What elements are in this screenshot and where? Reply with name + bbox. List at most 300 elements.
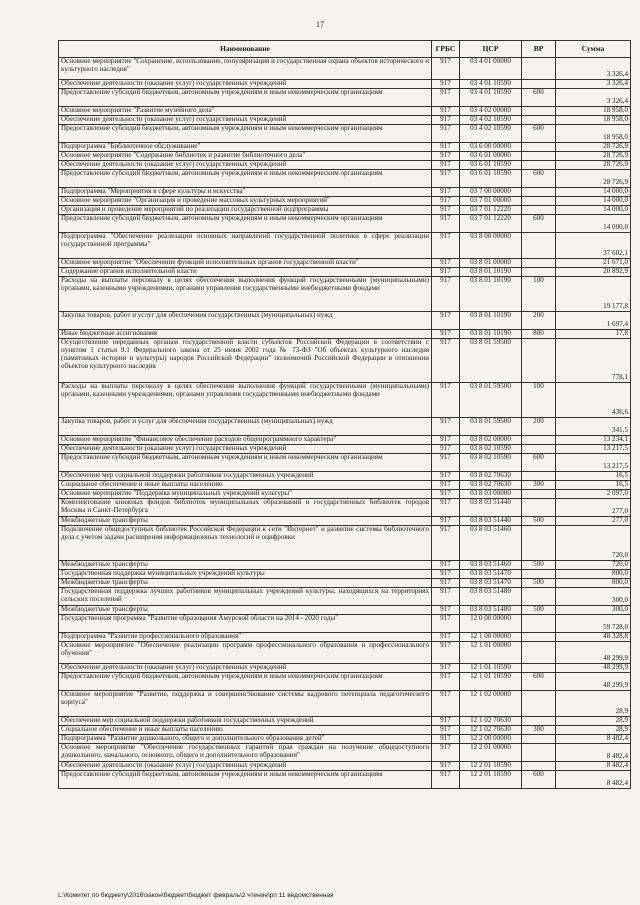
row-sum: 48 299,9	[556, 642, 631, 664]
row-name: Основное мероприятие "Развитие, поддержка и совершенствование системы кадрового потенциала педагогического корпуса"	[59, 691, 432, 717]
row-name: Подпрограмма "Развитие дошкольного, общего и дополнительного образования детей"	[59, 735, 432, 744]
row-grbs: 917	[432, 771, 460, 789]
row-vr	[522, 58, 556, 80]
row-csr: 03 8 01 59500	[460, 383, 522, 418]
row-sum: 28 726,9	[556, 152, 631, 161]
row-grbs: 917	[432, 633, 460, 642]
row-name: Закупка товаров, работ и услуг для обеспечения государственных (муниципальных) нужд	[59, 418, 432, 436]
table-row	[59, 259, 631, 268]
row-name: Социальное обеспечение и иные выплаты населению	[59, 726, 432, 735]
row-name: Основное мероприятие "Организация и проведение массовых культурных мероприятий"	[59, 197, 432, 206]
row-vr	[522, 206, 556, 215]
row-name: Подпрограмма "Развитие профессионального образования"	[59, 633, 432, 642]
page-number: 17	[316, 20, 324, 29]
header-vr: ВР	[522, 41, 556, 58]
row-vr	[522, 116, 556, 125]
row-vr: 600	[522, 89, 556, 107]
table-row	[59, 517, 631, 526]
row-grbs: 917	[432, 481, 460, 490]
row-sum: 14 000,0	[556, 188, 631, 197]
row-name: Основное мероприятие "Обеспечение реализации программ профессионального образования и профессионального обучения"	[59, 642, 432, 664]
row-sum: 277,0	[556, 517, 631, 526]
row-grbs: 917	[432, 277, 460, 312]
row-sum: 800,0	[556, 579, 631, 588]
row-csr: 03 8 03 51470	[460, 570, 522, 579]
table-row	[59, 116, 631, 125]
table-row	[59, 152, 631, 161]
row-grbs: 917	[432, 561, 460, 570]
row-vr: 600	[522, 771, 556, 789]
row-sum: 720,0	[556, 526, 631, 561]
table-row	[59, 691, 631, 717]
table-row	[59, 107, 631, 116]
row-vr	[522, 588, 556, 606]
row-sum: 28 726,9	[556, 143, 631, 152]
row-name: Межбюджетные трансферты	[59, 579, 432, 588]
row-name: Основное мероприятие "Поддержка муниципальных учреждений культуры"	[59, 490, 432, 499]
row-name: Предоставление субсидий бюджетным, автономным учреждениям и иным некоммерческим организациям	[59, 89, 432, 107]
row-grbs: 917	[432, 188, 460, 197]
row-sum: 19 177,8	[556, 277, 631, 312]
table-row	[59, 771, 631, 789]
row-grbs: 917	[432, 691, 460, 717]
row-sum: 17,8	[556, 330, 631, 339]
row-sum: 778,1	[556, 339, 631, 383]
row-sum: 13 217,5	[556, 454, 631, 472]
row-name: Организация и проведение мероприятий по реализации государственной подпрограммы	[59, 206, 432, 215]
row-vr: 500	[522, 606, 556, 615]
row-vr	[522, 691, 556, 717]
row-sum: 14 000,0	[556, 197, 631, 206]
table-row	[59, 277, 631, 312]
row-sum: 13 234,1	[556, 436, 631, 445]
row-grbs: 917	[432, 80, 460, 89]
row-csr: 03 6 01 00000	[460, 152, 522, 161]
row-csr: 12 0 00 00000	[460, 615, 522, 633]
row-sum: 28 726,9	[556, 170, 631, 188]
row-name: Обеспечение деятельности (оказание услуг) государственных учреждений	[59, 445, 432, 454]
row-sum: 800,0	[556, 570, 631, 579]
table-row	[59, 579, 631, 588]
row-csr: 03 8 03 00000	[460, 490, 522, 499]
row-vr	[522, 233, 556, 259]
row-name: Обеспечение деятельности (оказание услуг) государственных учреждений	[59, 762, 432, 771]
row-sum: 18 958,0	[556, 116, 631, 125]
row-grbs: 917	[432, 339, 460, 383]
row-sum: 300,0	[556, 588, 631, 606]
row-vr	[522, 339, 556, 383]
row-csr: 12 2 00 00000	[460, 735, 522, 744]
row-csr: 03 7 01 12220	[460, 215, 522, 233]
row-sum: 28,9	[556, 726, 631, 735]
row-csr: 03 4 02 00000	[460, 107, 522, 116]
row-csr: 03 8 03 51440	[460, 517, 522, 526]
row-name: Подключение общедоступных библиотек Российской Федерации к сети "Интернет" и развитие системы библиотечного дела с учетом задачи расширения информационных технологий и оцифровки	[59, 526, 432, 561]
table-row	[59, 673, 631, 691]
row-grbs: 917	[432, 107, 460, 116]
table-row	[59, 726, 631, 735]
table-row	[59, 606, 631, 615]
table-row	[59, 588, 631, 606]
row-vr: 200	[522, 418, 556, 436]
header-csr: ЦСР	[460, 41, 522, 58]
table-row	[59, 125, 631, 143]
row-vr: 100	[522, 383, 556, 418]
row-name: Содержание органов исполнительной власти	[59, 268, 432, 277]
table-row	[59, 89, 631, 107]
row-grbs: 917	[432, 517, 460, 526]
row-grbs: 917	[432, 143, 460, 152]
row-sum: 300,0	[556, 606, 631, 615]
table-row	[59, 664, 631, 673]
row-csr: 03 8 03 51480	[460, 588, 522, 606]
row-vr	[522, 143, 556, 152]
row-name: Осуществление переданных органам государственной власти субъектов Российской Федерации в соответствии с пунктом 1 статьи 9.1 Федерального закона от 25 июня 2002 года № 73-ФЗ "Об объектах культурного наследия (памятниках истории и культуры) народов Российской Федерации" полномочий Российской Федерации в отношении объектов культурного наследия	[59, 339, 432, 383]
row-vr	[522, 499, 556, 517]
row-csr: 12 2 01 10590	[460, 771, 522, 789]
row-csr: 03 8 02 10590	[460, 445, 522, 454]
row-csr: 03 4 01 00000	[460, 58, 522, 80]
row-grbs: 917	[432, 717, 460, 726]
row-vr	[522, 80, 556, 89]
row-grbs: 917	[432, 206, 460, 215]
table-row	[59, 735, 631, 744]
row-grbs: 917	[432, 762, 460, 771]
table-row	[59, 454, 631, 472]
row-grbs: 917	[432, 268, 460, 277]
row-csr: 03 6 01 10590	[460, 170, 522, 188]
row-vr	[522, 735, 556, 744]
table-row	[59, 143, 631, 152]
row-csr: 03 4 01 10590	[460, 80, 522, 89]
row-csr: 03 7 01 12220	[460, 206, 522, 215]
row-name: Основное мероприятие "Развитие музейного дела"	[59, 107, 432, 116]
row-grbs: 917	[432, 259, 460, 268]
row-vr: 600	[522, 673, 556, 691]
row-grbs: 917	[432, 445, 460, 454]
row-grbs: 917	[432, 215, 460, 233]
row-csr: 03 4 02 10590	[460, 116, 522, 125]
row-grbs: 917	[432, 664, 460, 673]
row-csr: 03 8 01 10190	[460, 312, 522, 330]
row-grbs: 917	[432, 170, 460, 188]
row-name: Предоставление субсидий бюджетным, автономным учреждениям и иным некоммерческим организациям	[59, 215, 432, 233]
row-name: Подпрограмма "Обеспечение реализации основных направлений государственной политики в сфере реализации государственной программы"	[59, 233, 432, 259]
row-csr: 03 7 00 00000	[460, 188, 522, 197]
row-vr: 800	[522, 330, 556, 339]
row-vr: 100	[522, 277, 556, 312]
row-name: Обеспечение деятельности (оказание услуг) государственных учреждений	[59, 161, 432, 170]
row-csr: 03 4 01 10590	[460, 89, 522, 107]
row-sum: 341,5	[556, 418, 631, 436]
row-csr: 12 1 00 00000	[460, 633, 522, 642]
row-csr: 03 8 03 51470	[460, 579, 522, 588]
row-csr: 12 2 01 10590	[460, 762, 522, 771]
row-vr: 600	[522, 125, 556, 143]
row-csr: 03 8 01 59500	[460, 339, 522, 383]
row-csr: 03 8 01 59500	[460, 418, 522, 436]
row-vr	[522, 436, 556, 445]
row-csr: 03 8 01 00000	[460, 259, 522, 268]
row-name: Основное мероприятие "Обеспечение государственных гарантий прав граждан на получение общедоступного дошкольного, начального, основного, общего и дополнительного образования"	[59, 744, 432, 762]
row-sum: 16,5	[556, 472, 631, 481]
row-name: Основное мероприятие "Обеспечение функций исполнительных органов государственной власти"	[59, 259, 432, 268]
row-name: Основное мероприятие "Финансовое обеспечение расходов общепрограммного характера"	[59, 436, 432, 445]
table-row	[59, 170, 631, 188]
row-csr: 12 1 02 00000	[460, 691, 522, 717]
row-grbs: 917	[432, 89, 460, 107]
table-row	[59, 206, 631, 215]
row-csr: 03 8 03 51460	[460, 561, 522, 570]
row-name: Обеспечение мер социальной поддержки работников государственных учреждений	[59, 717, 432, 726]
row-csr: 03 8 02 70630	[460, 481, 522, 490]
row-vr	[522, 445, 556, 454]
row-sum: 21 671,0	[556, 259, 631, 268]
row-grbs: 917	[432, 570, 460, 579]
row-vr: 500	[522, 579, 556, 588]
row-name: Обеспечение деятельности (оказание услуг) государственных учреждений	[59, 664, 432, 673]
table-row	[59, 268, 631, 277]
table-row	[59, 717, 631, 726]
row-vr	[522, 664, 556, 673]
row-sum: 59 728,0	[556, 615, 631, 633]
table-row	[59, 330, 631, 339]
row-csr: 03 8 02 10590	[460, 454, 522, 472]
table-row	[59, 570, 631, 579]
row-grbs: 917	[432, 615, 460, 633]
table-row	[59, 197, 631, 206]
row-csr: 12 1 01 10590	[460, 673, 522, 691]
table-row	[59, 615, 631, 633]
table-row	[59, 762, 631, 771]
table-row	[59, 188, 631, 197]
header-name: Наименование	[59, 41, 432, 58]
row-name: Основное мероприятие "Сохранение, использование, популяризация и государственная охрана объектов исторического и культурного наследия"	[59, 58, 432, 80]
row-sum: 48 328,8	[556, 633, 631, 642]
row-csr: 03 8 00 00000	[460, 233, 522, 259]
row-grbs: 917	[432, 499, 460, 517]
row-name: Комплектование книжных фондов библиотек муниципальных образований и государственных библиотек городов Москвы и Санкт-Петербурга	[59, 499, 432, 517]
row-name: Предоставление субсидий бюджетным, автономным учреждениям и иным некоммерческим организациям	[59, 673, 432, 691]
row-vr	[522, 762, 556, 771]
row-vr: 300	[522, 726, 556, 735]
row-grbs: 917	[432, 735, 460, 744]
row-sum: 2 097,0	[556, 490, 631, 499]
row-csr: 12 1 01 10590	[460, 664, 522, 673]
table-row	[59, 383, 631, 418]
row-csr: 03 8 01 10190	[460, 277, 522, 312]
row-name: Закупка товаров, работ и услуг для обеспечения государственных (муниципальных) нужд	[59, 312, 432, 330]
row-csr: 12 1 02 70630	[460, 717, 522, 726]
row-sum: 13 217,5	[556, 445, 631, 454]
row-grbs: 917	[432, 642, 460, 664]
row-sum: 3 326,4	[556, 80, 631, 89]
table-row	[59, 312, 631, 330]
row-sum: 3 326,4	[556, 58, 631, 80]
header-sum: Сумма	[556, 41, 631, 58]
row-name: Государственная поддержка муниципальных учреждений культуры	[59, 570, 432, 579]
table-row	[59, 58, 631, 80]
row-sum: 14 000,0	[556, 206, 631, 215]
table-row	[59, 418, 631, 436]
row-sum: 20 892,9	[556, 268, 631, 277]
row-sum: 8 482,4	[556, 735, 631, 744]
row-csr: 12 2 01 00000	[460, 744, 522, 762]
row-sum: 277,0	[556, 499, 631, 517]
row-name: Расходы на выплаты персоналу в целях обеспечения выполнения функций государственными (муниципальными) органами, казенными учреждениями, органами управления государственными внебюджетными фондами	[59, 383, 432, 418]
row-vr: 500	[522, 517, 556, 526]
table-row	[59, 481, 631, 490]
row-sum: 48 299,9	[556, 673, 631, 691]
row-vr	[522, 259, 556, 268]
table-row	[59, 445, 631, 454]
row-vr	[522, 642, 556, 664]
row-name: Обеспечение мер социальной поддержки работников государственных учреждений	[59, 472, 432, 481]
row-vr	[522, 107, 556, 116]
row-sum: 28,9	[556, 717, 631, 726]
row-grbs: 917	[432, 330, 460, 339]
row-csr: 12 1 02 70630	[460, 726, 522, 735]
row-name: Предоставление субсидий бюджетным, автономным учреждениям и иным некоммерческим организациям	[59, 170, 432, 188]
table-row	[59, 490, 631, 499]
row-grbs: 917	[432, 579, 460, 588]
row-vr	[522, 570, 556, 579]
row-sum: 16,5	[556, 481, 631, 490]
row-name: Обеспечение деятельности (оказание услуг) государственных учреждений	[59, 116, 432, 125]
row-sum: 8 482,4	[556, 744, 631, 762]
row-grbs: 917	[432, 744, 460, 762]
row-grbs: 917	[432, 58, 460, 80]
row-vr	[522, 268, 556, 277]
row-csr: 03 6 01 10590	[460, 161, 522, 170]
table-row	[59, 339, 631, 383]
row-sum: 436,6	[556, 383, 631, 418]
table-row	[59, 215, 631, 233]
row-csr: 03 7 01 00000	[460, 197, 522, 206]
row-name: Социальное обеспечение и иные выплаты населению	[59, 481, 432, 490]
row-csr: 03 8 01 10190	[460, 330, 522, 339]
row-grbs: 917	[432, 726, 460, 735]
table-row	[59, 80, 631, 89]
row-csr: 12 1 01 00000	[460, 642, 522, 664]
row-vr	[522, 161, 556, 170]
row-sum: 8 482,4	[556, 771, 631, 789]
budget-table	[58, 40, 631, 789]
table-row	[59, 436, 631, 445]
row-name: Подпрограмма "Библиотечное обслуживание"	[59, 143, 432, 152]
row-vr	[522, 615, 556, 633]
row-name: Межбюджетные трансферты	[59, 517, 432, 526]
row-vr: 600	[522, 215, 556, 233]
row-name: Государственная поддержка лучших работников муниципальных учреждений культуры, находящихся на территориях сельских поселений	[59, 588, 432, 606]
row-grbs: 917	[432, 588, 460, 606]
row-csr: 03 8 03 51480	[460, 606, 522, 615]
row-name: Расходы на выплаты персоналу в целях обеспечения выполнения функций государственными (муниципальными) органами, казенными учреждениями, органами управления государственными внебюджетными фондами	[59, 277, 432, 312]
table-row	[59, 161, 631, 170]
file-path-footer: L:\Комитет по бюджету\2016\закон\бюджет\бюджет февраль\2 чтение\рп 11 ведомственная	[58, 892, 334, 899]
table-row	[59, 633, 631, 642]
row-vr	[522, 472, 556, 481]
row-vr: 300	[522, 481, 556, 490]
row-name: Подпрограмма "Мероприятия в сфере культуры и искусства"	[59, 188, 432, 197]
row-grbs: 917	[432, 383, 460, 418]
row-vr: 200	[522, 312, 556, 330]
row-sum: 1 697,4	[556, 312, 631, 330]
row-grbs: 917	[432, 606, 460, 615]
row-grbs: 917	[432, 161, 460, 170]
row-name: Предоставление субсидий бюджетным, автономным учреждениям и иным некоммерческим организациям	[59, 454, 432, 472]
row-csr: 03 8 02 70630	[460, 472, 522, 481]
table-row	[59, 499, 631, 517]
table-row	[59, 561, 631, 570]
row-grbs: 917	[432, 436, 460, 445]
row-csr: 03 4 02 10590	[460, 125, 522, 143]
row-csr: 03 8 02 00000	[460, 436, 522, 445]
row-grbs: 917	[432, 233, 460, 259]
row-vr	[522, 197, 556, 206]
row-sum: 18 958,0	[556, 107, 631, 116]
row-vr: 500	[522, 561, 556, 570]
row-vr: 600	[522, 170, 556, 188]
row-vr	[522, 717, 556, 726]
row-vr	[522, 744, 556, 762]
row-name: Предоставление субсидий бюджетным, автономным учреждениям и иным некоммерческим организациям	[59, 771, 432, 789]
row-sum: 28 726,9	[556, 161, 631, 170]
row-grbs: 917	[432, 312, 460, 330]
row-name: Основное мероприятие "Содержание библиотек и развитие библиотечного дела"	[59, 152, 432, 161]
row-name: Государственная программа "Развитие образования Амурской области на 2014 - 2020 годы"	[59, 615, 432, 633]
row-name: Межбюджетные трансферты	[59, 606, 432, 615]
row-sum: 720,0	[556, 561, 631, 570]
row-grbs: 917	[432, 673, 460, 691]
row-grbs: 917	[432, 490, 460, 499]
row-name: Обеспечение деятельности (оказание услуг) государственных учреждений	[59, 80, 432, 89]
row-vr	[522, 188, 556, 197]
table-row	[59, 233, 631, 259]
row-grbs: 917	[432, 418, 460, 436]
row-grbs: 917	[432, 125, 460, 143]
row-sum: 28,9	[556, 691, 631, 717]
row-sum: 37 602,1	[556, 233, 631, 259]
row-name: Межбюджетные трансферты	[59, 561, 432, 570]
row-grbs: 917	[432, 472, 460, 481]
row-sum: 48 299,9	[556, 664, 631, 673]
row-sum: 3 326,4	[556, 89, 631, 107]
row-grbs: 917	[432, 526, 460, 561]
row-sum: 18 958,0	[556, 125, 631, 143]
row-sum: 14 000,0	[556, 215, 631, 233]
row-csr: 03 8 03 51460	[460, 526, 522, 561]
table-row	[59, 744, 631, 762]
table-header-row	[59, 41, 631, 58]
table-row	[59, 526, 631, 561]
row-vr: 600	[522, 454, 556, 472]
header-grbs: ГРБС	[432, 41, 460, 58]
row-vr	[522, 633, 556, 642]
row-name: Иные бюджетные ассигнования	[59, 330, 432, 339]
table-row	[59, 472, 631, 481]
row-grbs: 917	[432, 454, 460, 472]
row-grbs: 917	[432, 197, 460, 206]
row-csr: 03 6 00 00000	[460, 143, 522, 152]
row-vr	[522, 490, 556, 499]
row-csr: 03 8 03 51440	[460, 499, 522, 517]
row-vr	[522, 152, 556, 161]
row-grbs: 917	[432, 116, 460, 125]
row-vr	[522, 526, 556, 561]
row-sum: 8 482,4	[556, 762, 631, 771]
row-name: Предоставление субсидий бюджетным, автономным учреждениям и иным некоммерческим организациям	[59, 125, 432, 143]
